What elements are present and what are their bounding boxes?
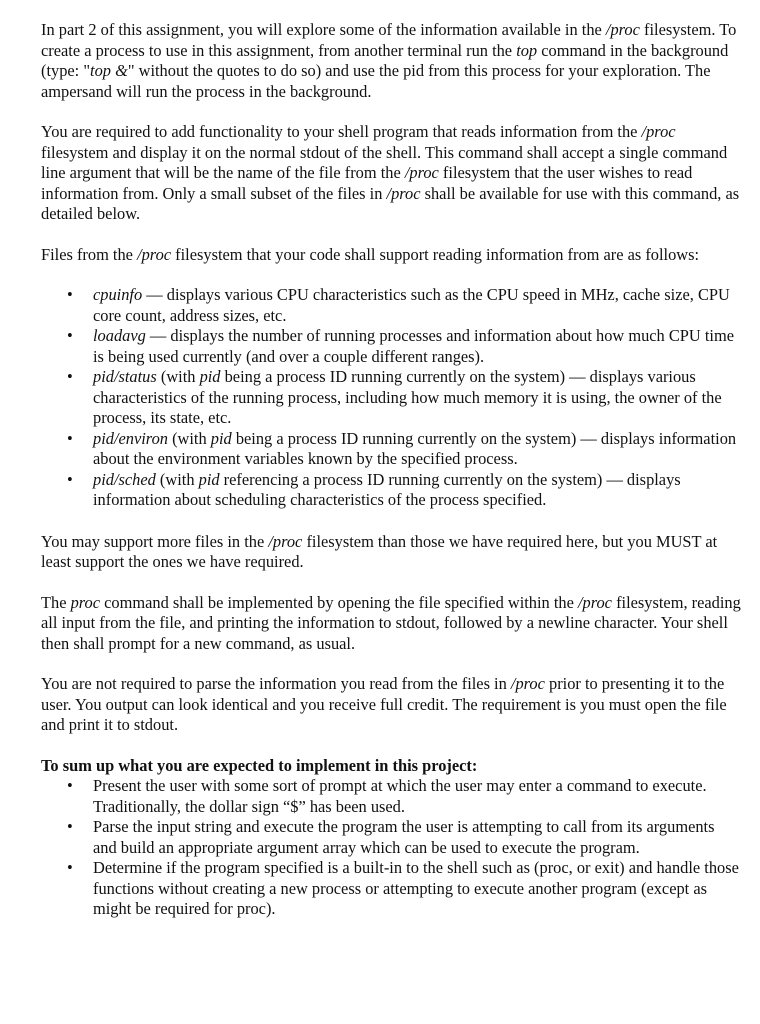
summary-heading: To sum up what you are expected to implement in this project: xyxy=(41,755,478,775)
proc-files-list xyxy=(41,285,741,511)
parsing-paragraph: You are not required to parse the information you read from the files in /proc prior to presenting it to the user. You output can look identical and you receive full credit. The requirement is you must open the file and print it to stdout. xyxy=(41,674,727,734)
list-item: • loadavg — displays the number of running processes and information about how much CPU time is being used currently (and over a couple different ranges). xyxy=(93,326,741,367)
list-item: • pid/sched (with pid referencing a process ID running currently on the system) — displays information about scheduling characteristics of the process specified. xyxy=(93,470,741,511)
implementation-paragraph: The proc command shall be implemented by opening the file specified within the /proc filesystem, reading all input from the file, and printing the information to stdout, followed by a newline character. Your shell then shall prompt for a new command, as usual. xyxy=(41,592,741,653)
summary-list xyxy=(41,776,741,920)
optional-files-paragraph: You may support more files in the /proc filesystem than those we have required here, but you MUST at least support the ones we have required. xyxy=(41,531,718,571)
files-intro-paragraph: Files from the /proc filesystem that your code shall support reading information from are as follows: xyxy=(41,244,700,264)
list-item: • Parse the input string and execute the program the user is attempting to call from its arguments and build an appropriate argument array which can be used to execute the program. xyxy=(93,817,741,858)
list-item: • cpuinfo — displays various CPU characteristics such as the CPU speed in MHz, cache size, CPU core count, address sizes, etc. xyxy=(93,285,741,326)
document-page xyxy=(41,20,741,920)
intro-paragraph: In part 2 of this assignment, you will explore some of the information available in the /proc filesystem. To create a process to use in this assignment, from another terminal run the top command in the background (type: "top &" without the quotes to do so) and use the pid from this process for your exploration. The ampersand will run the process in the background. xyxy=(41,20,737,101)
list-item: • pid/environ (with pid being a process ID running currently on the system) — displays information about the environment variables known by the specified process. xyxy=(93,429,741,470)
list-item: • Present the user with some sort of prompt at which the user may enter a command to execute. Traditionally, the dollar sign “$” has been used. xyxy=(93,776,741,817)
list-item: • Determine if the program specified is a built-in to the shell such as (proc, or exit) and handle those functions without creating a new process or attempting to execute another program (except as might be required for proc). xyxy=(93,858,741,920)
requirements-paragraph: You are required to add functionality to your shell program that reads information from the /proc filesystem and display it on the normal stdout of the shell. This command shall accept a single command line argument that will be the name of the file from the /proc filesystem that the user wishes to read information from. Only a small subset of the files in /proc shall be available for use with this command, as detailed below. xyxy=(41,122,740,223)
list-item: • pid/status (with pid being a process ID running currently on the system) — displays various characteristics of the running process, including how much memory it is using, the owner of the process, its state, etc. xyxy=(93,367,741,429)
